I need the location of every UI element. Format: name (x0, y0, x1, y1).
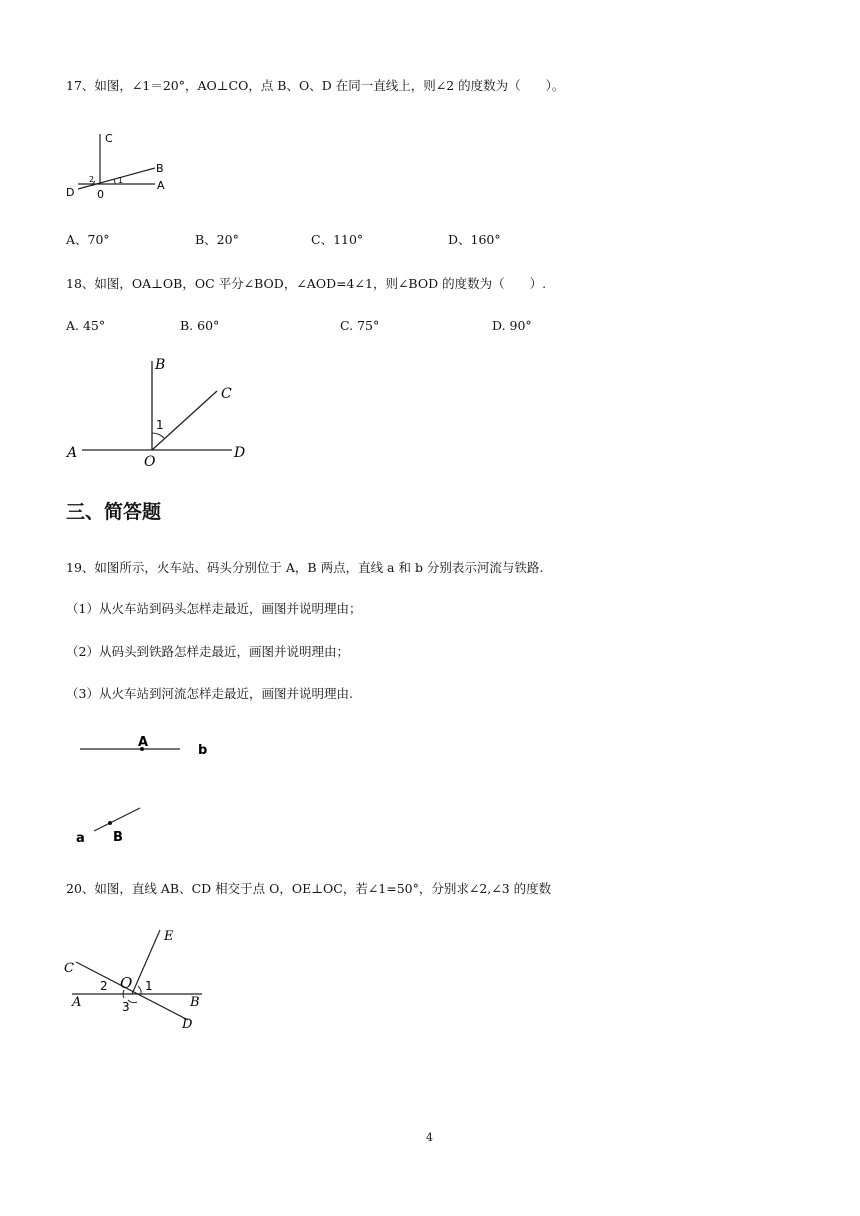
q20-figure (60, 924, 210, 1034)
q17-option-a: A、70° (66, 232, 110, 247)
q19-label-b-point: B (113, 830, 123, 845)
q19-label-a-point: A (138, 735, 149, 750)
q18-stem: 18、如图，OA⊥OB，OC 平分∠BOD，∠AOD=4∠1，则∠BOD 的度数为（ ）. (66, 276, 547, 291)
q19-stem: 19、如图所示，火车站、码头分别位于 A，B 两点，直线 a 和 b 分别表示河流与铁路. (66, 560, 544, 575)
q20-label-o: O (120, 974, 133, 992)
page-number: 4 (426, 1131, 433, 1144)
q17-label-angle2: 2 (89, 175, 95, 184)
q20-label-angle2: 2 (100, 979, 108, 993)
q17-option-c: C、110° (311, 232, 364, 247)
q19-figure (68, 728, 228, 848)
q17-figure (60, 126, 170, 206)
q18-label-angle1: 1 (156, 418, 164, 432)
q19-label-a-line: a (76, 831, 85, 846)
q18-label-o: O (144, 454, 156, 468)
q17-label-d: D (66, 186, 75, 199)
q18-figure (62, 353, 262, 468)
q17-option-b: B、20° (195, 232, 239, 247)
q20-label-c: C (64, 961, 74, 976)
q20-label-angle1: 1 (145, 979, 153, 993)
q19-label-b-line: b (198, 743, 208, 758)
q18-label-b: B (155, 357, 166, 373)
q18-label-a: A (67, 445, 78, 461)
q18-label-c: C (221, 386, 232, 402)
q17-label-c: C (105, 132, 113, 145)
q20-label-b: B (190, 995, 200, 1010)
q18-label-d: D (234, 445, 246, 461)
q17-label-b: B (156, 162, 164, 175)
q20-stem: 20、如图，直线 AB、CD 相交于点 O，OE⊥OC，若∠1=50°，分别求∠2,∠3 的度数 (66, 881, 552, 896)
q19-part-1: （1）从火车站到码头怎样走最近，画图并说明理由； (66, 601, 362, 616)
q20-label-a: A (72, 995, 82, 1010)
q18-option-b: B. 60° (180, 318, 220, 333)
q20-label-e: E (164, 929, 174, 944)
q17-stem: 17、如图，∠1＝20°，AO⊥CO，点 B、O、D 在同一直线上，则∠2 的度数为（ ）。 (66, 78, 565, 93)
q17-option-d: D、160° (448, 232, 501, 247)
q19-part-2: （2）从码头到铁路怎样走最近，画图并说明理由； (66, 644, 349, 659)
q17-label-a: A (157, 179, 165, 192)
q17-label-angle1: 1 (118, 176, 124, 185)
q18-option-a: A. 45° (66, 318, 106, 333)
q17-label-o: 0 (97, 188, 104, 201)
q19-part-3: （3）从火车站到河流怎样走最近，画图并说明理由. (66, 686, 353, 701)
section-heading: 三、简答题 (66, 501, 162, 523)
q18-option-d: D. 90° (492, 318, 532, 333)
q20-label-angle3: 3 (122, 1000, 130, 1014)
q18-option-c: C. 75° (340, 318, 380, 333)
q20-label-d: D (182, 1017, 193, 1032)
